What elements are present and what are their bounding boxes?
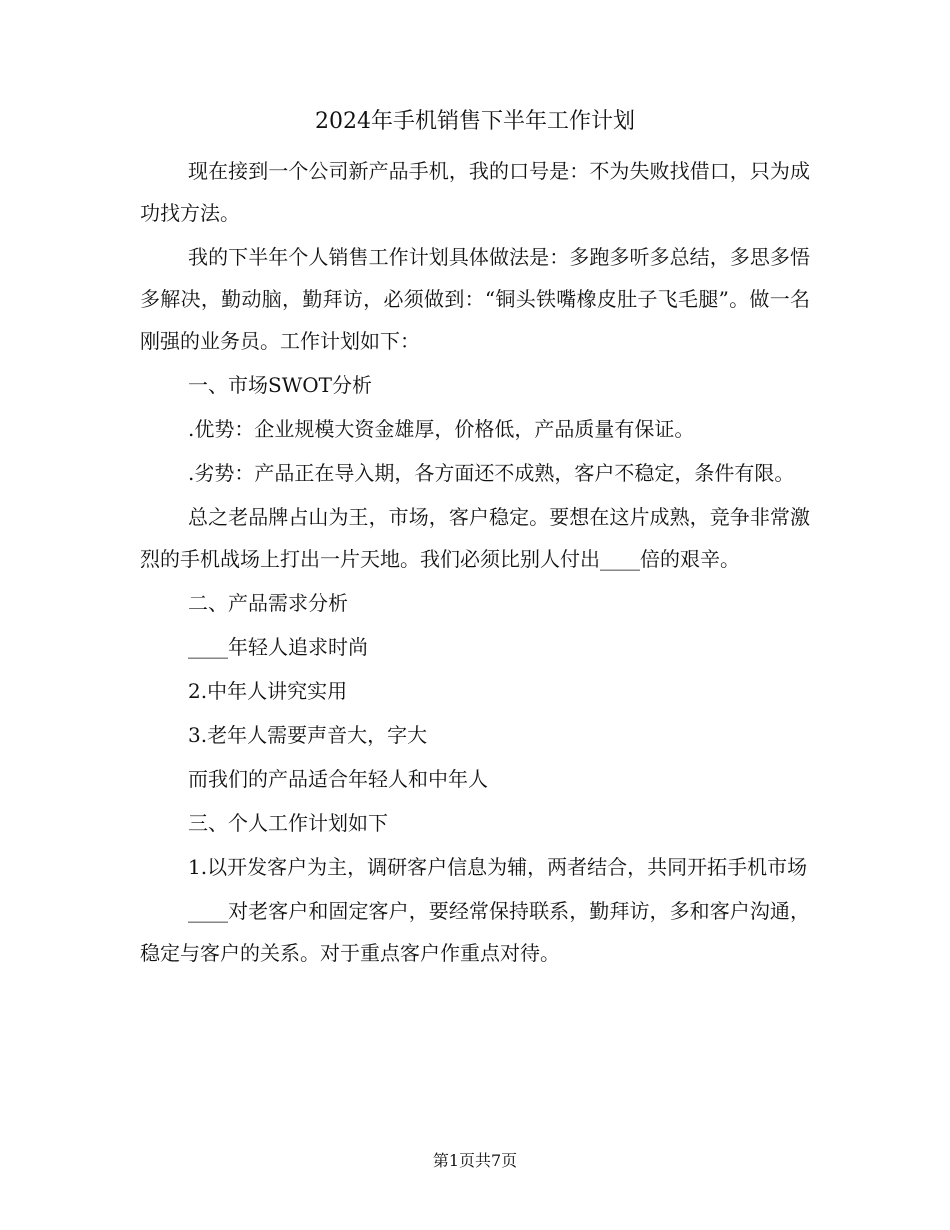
paragraph-weaknesses: .劣势：产品正在导入期，各方面还不成熟，客户不稳定，条件有限。 [188,461,795,485]
heading-demand-analysis: 二、产品需求分析 [188,591,348,615]
list-item-middle-aged: 2.中年人讲究实用 [188,679,348,703]
list-item-old-clients: ____对老客户和固定客户，要经常保持联系，勤拜访，多和客户沟通，稳定与客户的关系。对于重点客户作重点对待。 [140,899,810,965]
document-title: 2024年手机销售下半年工作计划 [315,109,635,134]
list-item-elderly: 3.老年人需要声音大，字大 [188,723,428,747]
document-body [140,150,810,976]
paragraph-plan-method: 我的下半年个人销售工作计划具体做法是：多跑多听多总结，多思多悟多解决，勤动脑，勤拜访，必须做到：“铜头铁嘴橡皮肚子飞毛腿”。做一名刚强的业务员。工作计划如下： [140,245,810,353]
page-number-footer: 第1页共7页 [432,1151,518,1170]
list-item-young: ____年轻人追求时尚 [188,635,368,659]
heading-personal-plan: 三、个人工作计划如下 [188,811,388,835]
paragraph-strengths: .优势：企业规模大资金雄厚，价格低，产品质量有保证。 [188,417,695,441]
heading-swot: 一、市场SWOT分析 [188,373,372,397]
paragraph-intro: 现在接到一个公司新产品手机，我的口号是：不为失败找借口，只为成功找方法。 [140,159,810,225]
list-item-develop-clients: 1.以开发客户为主，调研客户信息为辅，两者结合，共同开拓手机市场 [188,855,808,879]
paragraph-target-market: 而我们的产品适合年轻人和中年人 [188,767,488,791]
paragraph-summary: 总之老品牌占山为王，市场，客户稳定。要想在这片成熟，竞争非常激烈的手机战场上打出一片天地。我们必须比别人付出____倍的艰辛。 [140,505,810,571]
